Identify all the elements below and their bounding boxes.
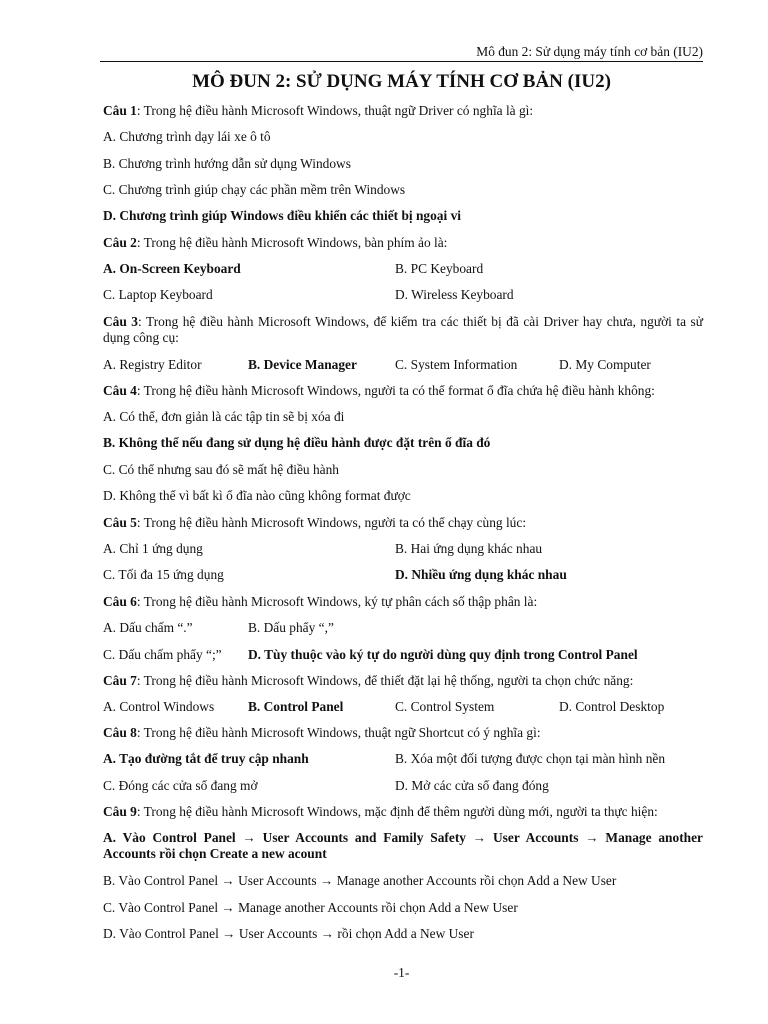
question-number: Câu 9 xyxy=(103,804,137,819)
question-8 xyxy=(103,725,541,741)
q4-option-b-correct: B. Không thể nếu đang sử dụng hệ điều hành được đặt trên ổ đĩa đó xyxy=(103,435,491,450)
q4-option-d: D. Không thể vì bất kì ổ đĩa nào cũng không format được xyxy=(103,488,411,503)
q5-option-b: B. Hai ứng dụng khác nhau xyxy=(395,541,543,556)
q7-option-d: D. Control Desktop xyxy=(559,699,665,714)
question-9 xyxy=(103,804,658,820)
page-title: MÔ ĐUN 2: SỬ DỤNG MÁY TÍNH CƠ BẢN (IU2) xyxy=(192,71,611,92)
q8-option-c: C. Đóng các cửa sổ đang mở xyxy=(103,778,258,793)
page-number: -1- xyxy=(393,965,410,980)
q4-option-a: A. Có thể, đơn giản là các tập tin sẽ bị xóa đi xyxy=(103,409,345,424)
q6-option-d-correct: D. Tùy thuộc vào ký tự do người dùng quy định trong Control Panel xyxy=(248,647,638,662)
question-2 xyxy=(103,235,447,251)
q8-option-a-correct: A. Tạo đường tắt để truy cập nhanh xyxy=(103,751,309,766)
q5-option-d-correct: D. Nhiều ứng dụng khác nhau xyxy=(395,567,567,582)
q3-option-a: A. Registry Editor xyxy=(103,357,202,372)
question-number: Câu 5 xyxy=(103,515,137,530)
q3-option-b-correct: B. Device Manager xyxy=(248,357,357,372)
q3-option-c: C. System Information xyxy=(395,357,518,372)
q7-option-b-correct: B. Control Panel xyxy=(248,699,344,714)
question-text: : Trong hệ điều hành Microsoft Windows, thuật ngữ Shortcut có ý nghĩa gì: xyxy=(136,725,541,740)
q2-option-d: D. Wireless Keyboard xyxy=(395,287,514,302)
question-number: Câu 4 xyxy=(103,383,137,398)
q9-option-c: C. Vào Control Panel → Manage another Accounts rồi chọn Add a New User xyxy=(103,900,518,915)
q7-option-a: A. Control Windows xyxy=(103,699,215,714)
q1-option-c: C. Chương trình giúp chạy các phần mềm trên Windows xyxy=(103,182,406,197)
question-4 xyxy=(103,383,655,399)
question-number: Câu 8 xyxy=(103,725,137,740)
question-text: : Trong hệ điều hành Microsoft Windows, người ta có thể chạy cùng lúc: xyxy=(136,515,527,530)
q5-option-c: C. Tối đa 15 ứng dụng xyxy=(103,567,224,582)
q8-option-d: D. Mở các cửa sổ đang đóng xyxy=(395,778,549,793)
q4-option-c: C. Có thể nhưng sau đó sẽ mất hệ điều hành xyxy=(103,462,339,477)
question-number: Câu 7 xyxy=(103,673,137,688)
question-text: : Trong hệ điều hành Microsoft Windows, để kiểm tra các thiết bị đã cài Driver hay chưa, người ta sử dụng công cụ: xyxy=(103,314,703,345)
question-text: : Trong hệ điều hành Microsoft Windows, bàn phím ảo là: xyxy=(136,235,448,250)
q6-option-b: B. Dấu phẩy “,” xyxy=(248,620,334,635)
q2-option-b: B. PC Keyboard xyxy=(395,261,484,276)
q2-option-a-correct: A. On-Screen Keyboard xyxy=(103,261,241,276)
q9-option-b: B. Vào Control Panel → User Accounts → Manage another Accounts rồi chọn Add a New User xyxy=(103,873,617,888)
question-text: : Trong hệ điều hành Microsoft Windows, để thiết đặt lại hệ thống, người ta chọn chức năng: xyxy=(136,673,634,688)
question-text: : Trong hệ điều hành Microsoft Windows, mặc định để thêm người dùng mới, người ta thực hiện: xyxy=(136,804,658,819)
question-number: Câu 3 xyxy=(103,314,139,329)
question-text: : Trong hệ điều hành Microsoft Windows, ký tự phân cách số thập phân là: xyxy=(136,594,538,609)
q6-option-c: C. Dấu chấm phẩy “;” xyxy=(103,647,222,662)
question-3 xyxy=(103,314,703,346)
q2-option-c: C. Laptop Keyboard xyxy=(103,287,213,302)
question-5 xyxy=(103,515,526,531)
page-header: Mô đun 2: Sử dụng máy tính cơ bản (IU2) xyxy=(100,44,703,62)
question-text: : Trong hệ điều hành Microsoft Windows, thuật ngữ Driver có nghĩa là gì: xyxy=(136,103,534,118)
question-number: Câu 1 xyxy=(103,103,137,118)
q1-option-b: B. Chương trình hướng dẫn sử dụng Windows xyxy=(103,156,351,171)
question-6 xyxy=(103,594,537,610)
q8-option-b: B. Xóa một đối tượng được chọn tại màn hình nền xyxy=(395,751,666,766)
q1-option-a: A. Chương trình dạy lái xe ô tô xyxy=(103,129,271,144)
q9-option-a-correct: A. Vào Control Panel → User Accounts and Family Safety → User Accounts → Manage another Accounts rồi chọn Create a new acount xyxy=(103,830,703,861)
question-number: Câu 2 xyxy=(103,235,137,250)
question-number: Câu 6 xyxy=(103,594,137,609)
q1-option-d-correct: D. Chương trình giúp Windows điều khiển các thiết bị ngoại vi xyxy=(103,208,461,223)
question-text: : Trong hệ điều hành Microsoft Windows, người ta có thể format ổ đĩa chứa hệ điều hành không: xyxy=(136,383,655,398)
question-7 xyxy=(103,673,633,689)
q9-option-d: D. Vào Control Panel → User Accounts → rồi chọn Add a New User xyxy=(103,926,474,941)
q7-option-c: C. Control System xyxy=(395,699,495,714)
q5-option-a: A. Chỉ 1 ứng dụng xyxy=(103,541,203,556)
question-1 xyxy=(103,103,533,119)
q3-option-d: D. My Computer xyxy=(559,357,651,372)
q6-option-a: A. Dấu chấm “.” xyxy=(103,620,193,635)
